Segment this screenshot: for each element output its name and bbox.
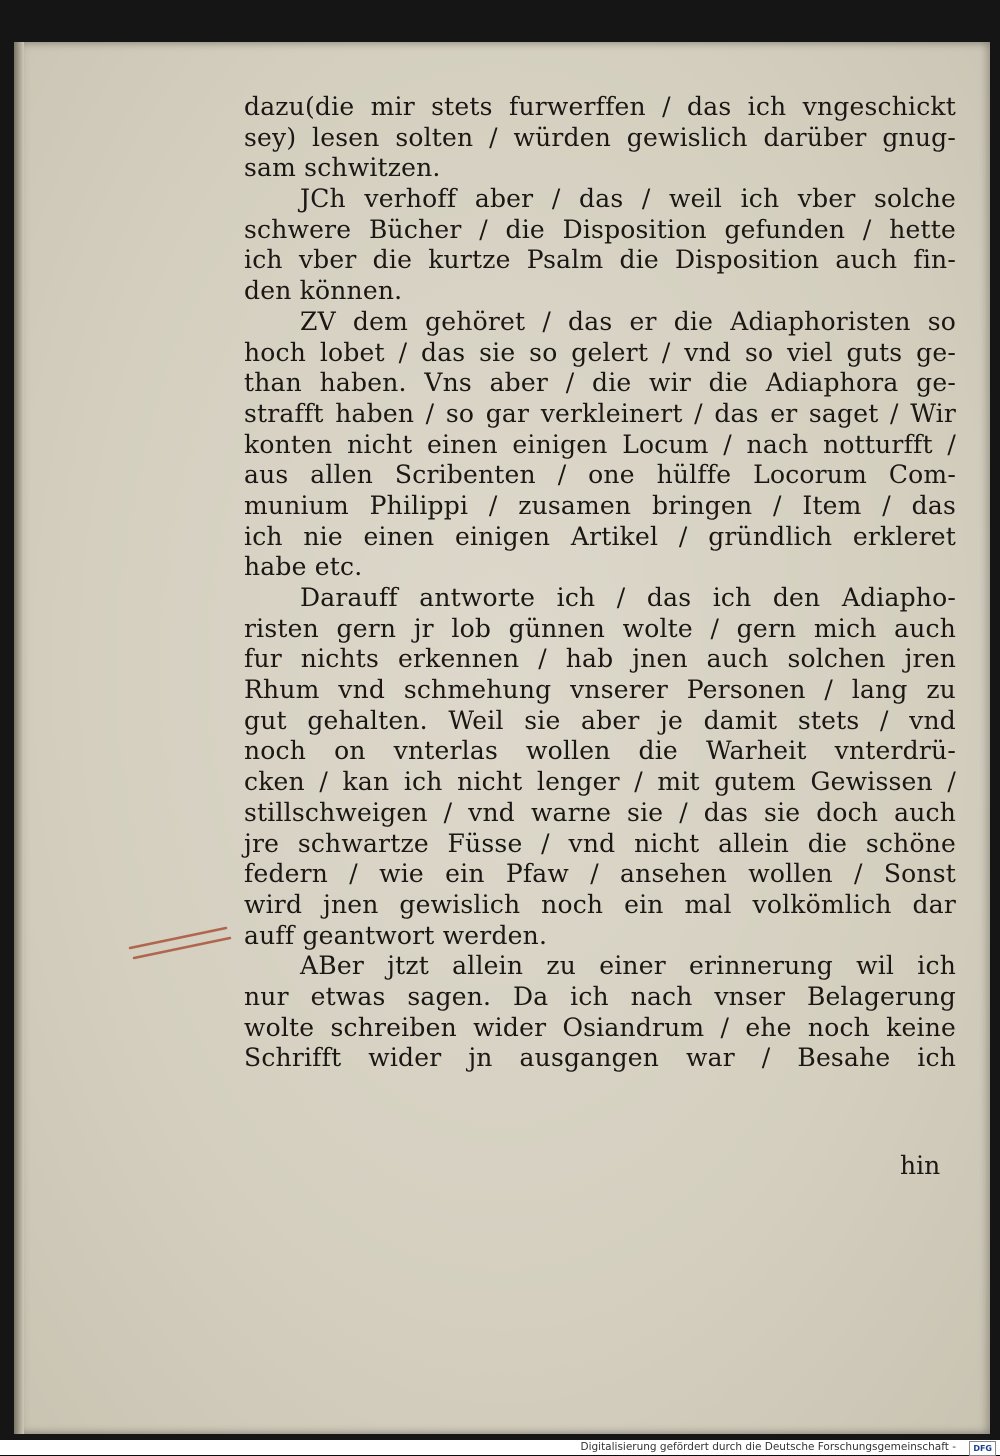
text-line: fur nichts erkennen / hab jnen auch solchen jren — [244, 644, 956, 674]
paragraph-start-line: ZV dem gehöret / das er die Adiaphoristen so — [300, 306, 956, 336]
paragraph-start-line: Darauff antworte ich / das ich den Adiapho- — [300, 583, 956, 612]
text-line: habe etc. — [244, 552, 363, 582]
text-line: nur etwas sagen. Da ich nach vnser Belagerung — [244, 981, 956, 1011]
text-line: dazu(die mir stets furwerffen / das ich vngeschickt — [244, 92, 956, 121]
page-binding-edge — [14, 42, 24, 1434]
text-line: gut gehalten. Weil sie aber je damit stets / vnd — [244, 705, 956, 735]
text-line: Schrifft wider jn ausgangen war / Besahe ich — [244, 1043, 956, 1073]
paragraph-start-line: ABer jtzt allein zu einer erinnerung wil ich — [300, 951, 956, 981]
text-line: strafft haben / so gar verkleinert / das er saget / Wir — [244, 398, 956, 428]
text-line: jre schwartze Füsse / vnd nicht allein die schöne — [244, 828, 956, 858]
text-line: aus allen Scribenten / one hülffe Locorum Com- — [244, 460, 956, 490]
text-line: stillschweigen / vnd warne sie / das sie doch auch — [244, 797, 956, 827]
text-line: munium Philippi / zusamen bringen / Item / das — [244, 490, 956, 520]
funding-credit: Digitalisierung gefördert durch die Deutsche Forschungsgemeinschaft - — [580, 1441, 956, 1453]
text-line: wolte schreiben wider Osiandrum / ehe noch keine — [244, 1012, 956, 1042]
body-text — [244, 92, 956, 1074]
text-line: than haben. Vns aber / die wir die Adiaphora ge- — [244, 368, 956, 398]
text-line: ich vber die kurtze Psalm die Disposition auch fin- — [244, 245, 956, 275]
text-line: auff geantwort werden. — [244, 920, 548, 950]
text-line: cken / kan ich nicht lenger / mit gutem Gewissen / — [244, 767, 956, 797]
text-line: Rhum vnd schmehung vnserer Personen / lang zu — [244, 675, 956, 705]
text-line: den können. — [244, 276, 403, 306]
text-line: schwere Bücher / die Disposition gefunden / hette — [244, 214, 956, 244]
text-line: sey) lesen solten / würden gewislich darüber gnug- — [244, 122, 956, 152]
pencil-margin-mark — [126, 922, 236, 962]
dfg-logo: DFG — [969, 1441, 996, 1456]
paragraph-start-line: JCh verhoff aber / das / weil ich vber solche — [300, 184, 956, 214]
text-line: wird jnen gewislich noch ein mal volkömlich dar — [244, 889, 956, 919]
text-line: ich nie einen einigen Artikel / gründlich erkleret — [244, 521, 956, 551]
text-line: hoch lobet / das sie so gelert / vnd so viel guts ge- — [244, 337, 956, 367]
text-line: federn / wie ein Pfaw / ansehen wollen / Sonst — [244, 859, 956, 889]
text-line: sam schwitzen. — [244, 153, 441, 183]
text-line: noch on vnterlas wollen die Warheit vnterdrü- — [244, 736, 956, 766]
footer-bar — [0, 1440, 1000, 1455]
catchword: hin — [900, 1151, 941, 1180]
text-line: konten nicht einen einigen Locum / nach notturfft / — [244, 429, 956, 459]
text-line: risten gern jr lob günnen wolte / gern mich auch — [244, 613, 956, 643]
